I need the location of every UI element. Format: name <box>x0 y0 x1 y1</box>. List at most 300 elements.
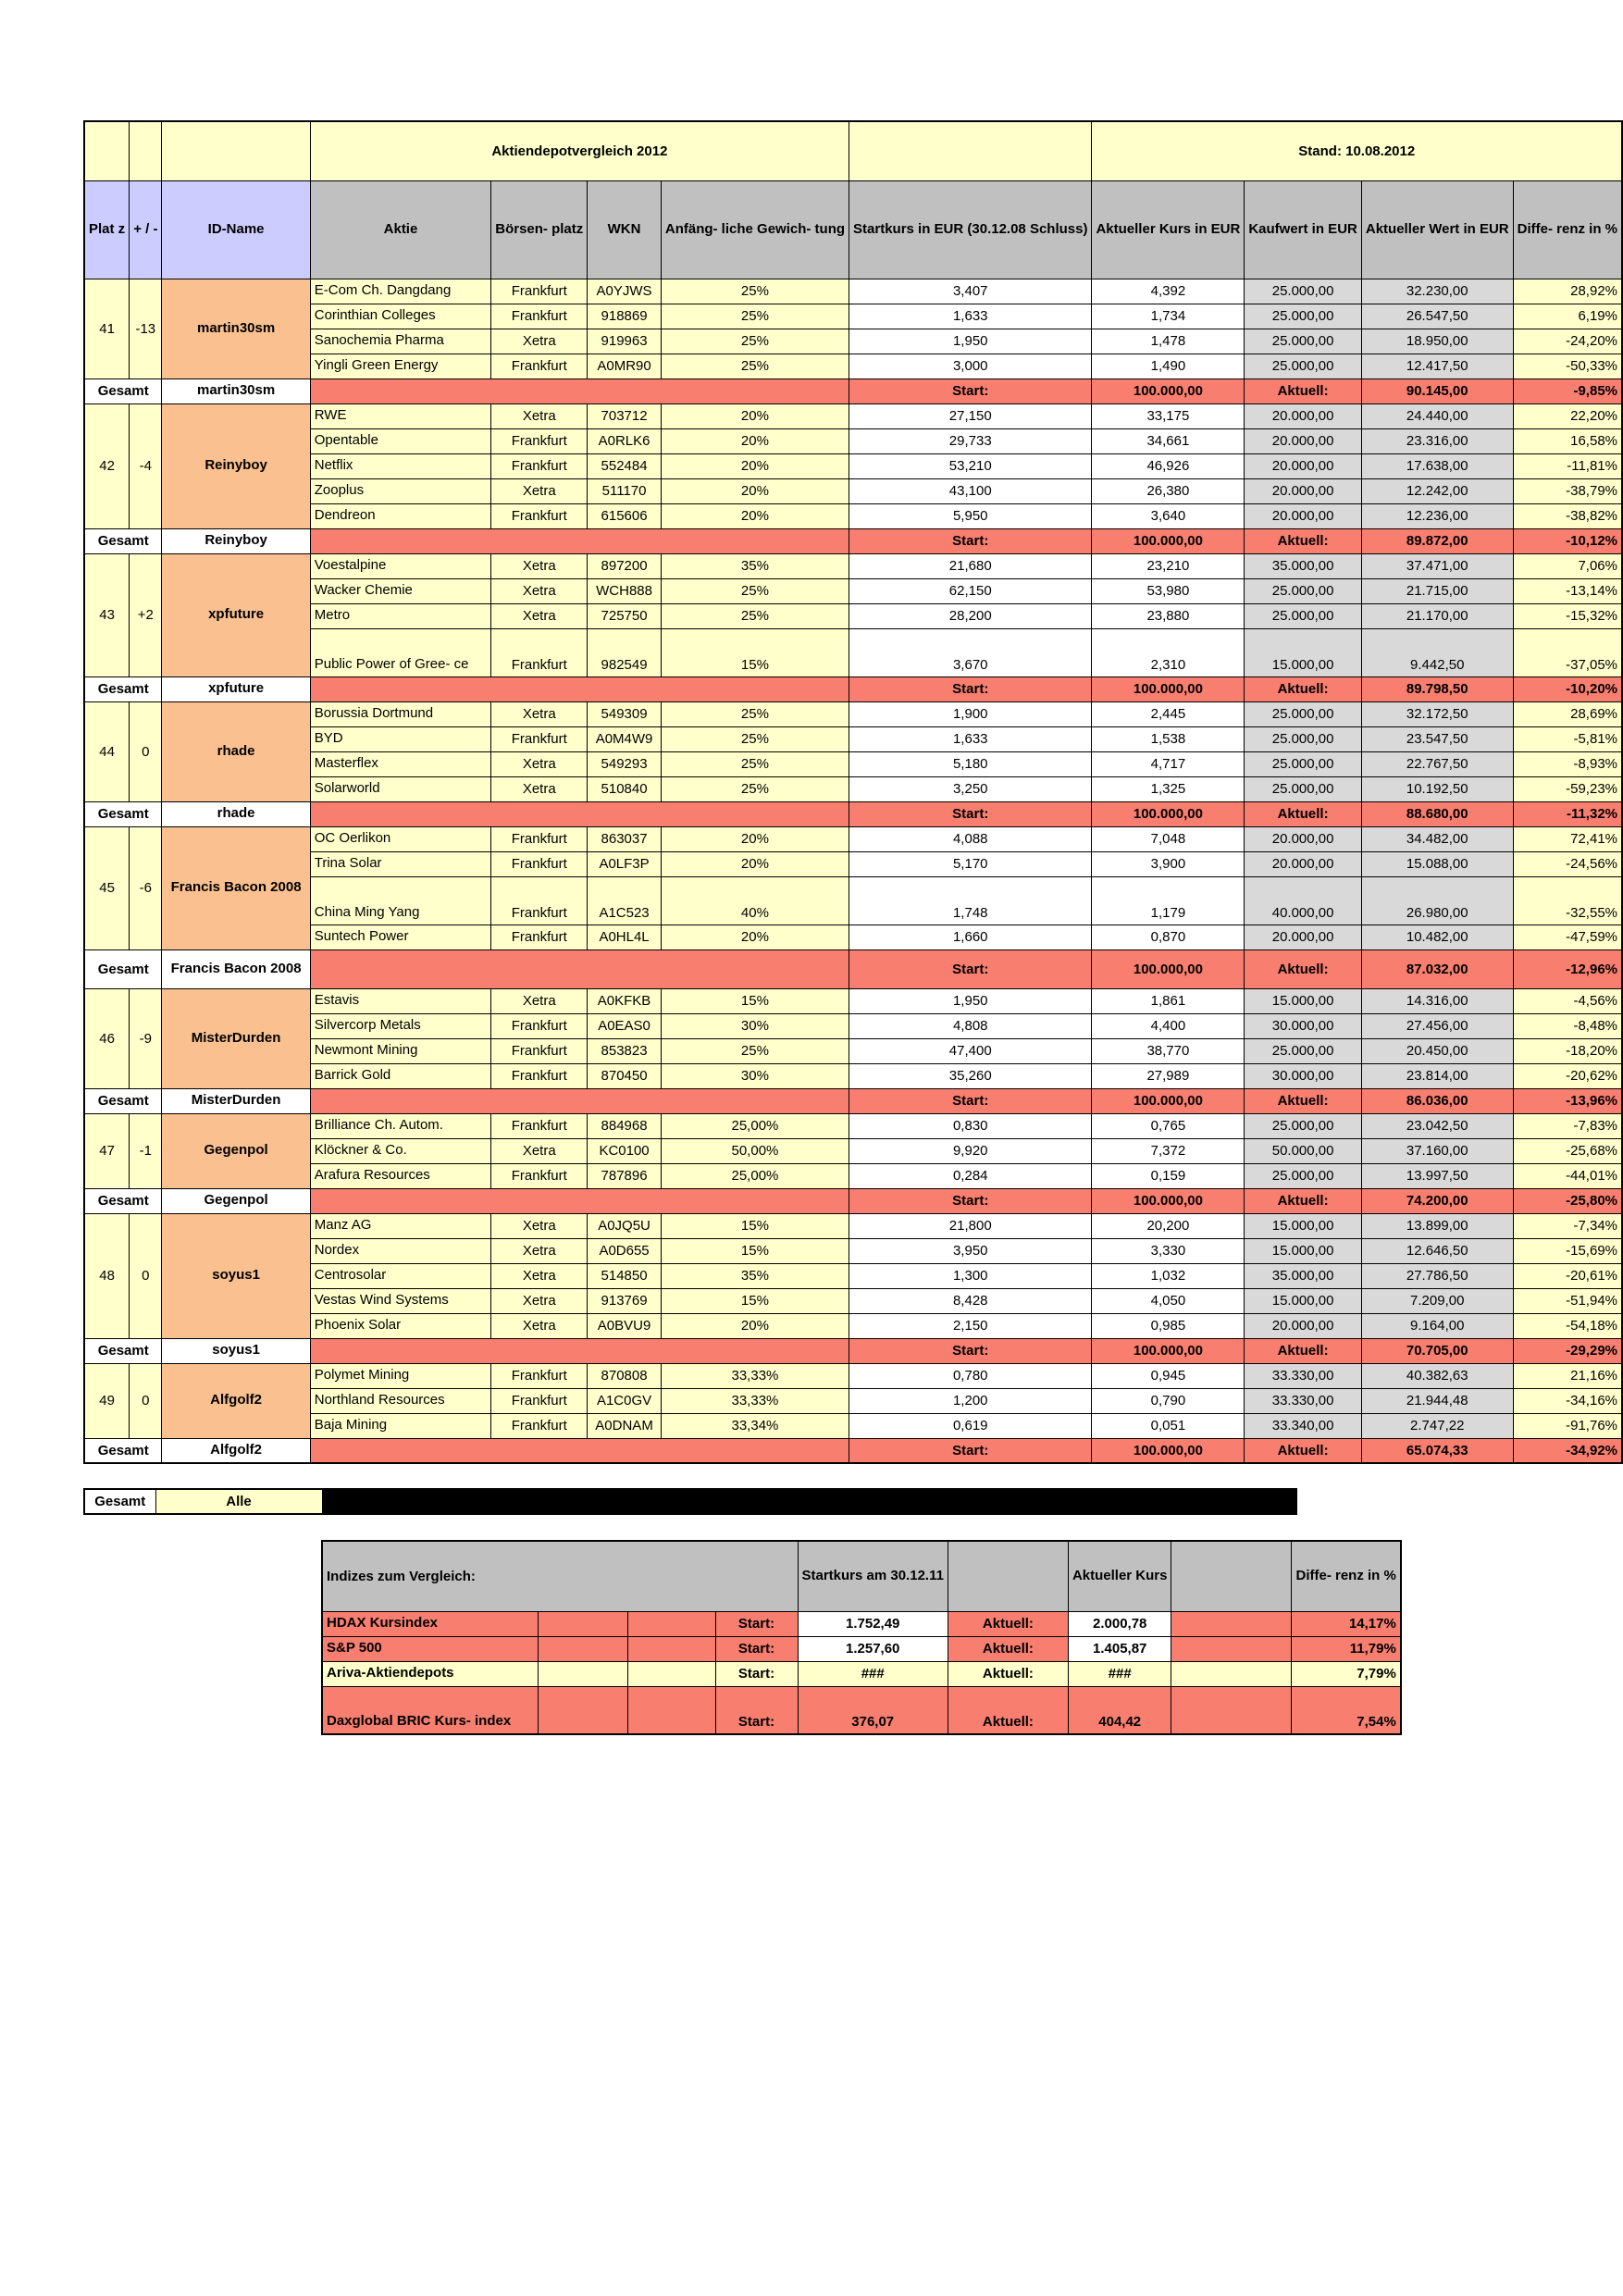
id-name-cell: martin30sm <box>162 279 310 379</box>
kaufwert-cell: 15.000,00 <box>1245 1238 1362 1263</box>
boersenplatz-cell: Xetra <box>491 1313 588 1338</box>
stock-row <box>84 1238 1622 1263</box>
aktie-cell: OC Oerlikon <box>310 826 491 851</box>
stock-row <box>84 1063 1622 1088</box>
startkurs-cell: 8,428 <box>849 1288 1092 1313</box>
gesamt-aktuell-label: Aktuell: <box>1245 801 1362 826</box>
gesamt-aktuell-label: Aktuell: <box>1245 379 1362 403</box>
kurs-cell: 2,445 <box>1092 701 1245 726</box>
index-diff-value: 11,79% <box>1292 1636 1401 1661</box>
stock-row <box>84 553 1622 578</box>
gesamt-label-cell: Gesamt <box>84 1188 162 1213</box>
kaufwert-cell: 33.330,00 <box>1245 1363 1362 1388</box>
gesamt-aktuell-value: 74.200,00 <box>1361 1188 1513 1213</box>
kaufwert-cell: 25.000,00 <box>1245 304 1362 329</box>
header-row <box>84 180 1622 279</box>
startkurs-cell: 1,633 <box>849 726 1092 751</box>
boersenplatz-cell: Frankfurt <box>491 1038 588 1063</box>
kaufwert-cell: 15.000,00 <box>1245 1288 1362 1313</box>
stock-row <box>84 726 1622 751</box>
startkurs-cell: 35,260 <box>849 1063 1092 1088</box>
aktie-cell: Vestas Wind Systems <box>310 1288 491 1313</box>
col-header-kaufwert: Kaufwert in EUR <box>1245 180 1362 279</box>
index-aktuell-label: Aktuell: <box>948 1686 1068 1734</box>
diff-cell: 16,58% <box>1513 428 1622 453</box>
index-spacer-cell <box>538 1611 627 1636</box>
gesamt-diff-value: -9,85% <box>1513 379 1622 403</box>
aktie-cell: Newmont Mining <box>310 1038 491 1063</box>
boersenplatz-cell: Frankfurt <box>491 453 588 478</box>
boersenplatz-cell: Frankfurt <box>491 628 588 676</box>
diff-cell: -44,01% <box>1513 1163 1622 1188</box>
diff-cell: 22,20% <box>1513 403 1622 428</box>
index-spacer-cell <box>538 1636 627 1661</box>
startkurs-cell: 62,150 <box>849 578 1092 603</box>
wkn-cell: 703712 <box>588 403 662 428</box>
kaufwert-cell: 20.000,00 <box>1245 851 1362 876</box>
kaufwert-cell: 15.000,00 <box>1245 1213 1362 1238</box>
boersenplatz-cell: Xetra <box>491 1238 588 1263</box>
kaufwert-cell: 25.000,00 <box>1245 354 1362 379</box>
kaufwert-cell: 25.000,00 <box>1245 726 1362 751</box>
index-name-cell: S&P 500 <box>322 1636 538 1661</box>
index-aktuell-label: Aktuell: <box>948 1661 1068 1686</box>
wkn-cell: A0LF3P <box>588 851 662 876</box>
aktie-cell: Metro <box>310 603 491 628</box>
boersenplatz-cell: Xetra <box>491 603 588 628</box>
startkurs-cell: 29,733 <box>849 428 1092 453</box>
diff-cell: -51,94% <box>1513 1288 1622 1313</box>
diff-cell: -13,14% <box>1513 578 1622 603</box>
index-spacer-cell <box>627 1686 715 1734</box>
index-aktuell-value: 404,42 <box>1068 1686 1171 1734</box>
aktie-cell: E-Com Ch. Dangdang <box>310 279 491 304</box>
gesamt-row <box>84 1338 1622 1363</box>
diff-cell: -32,55% <box>1513 876 1622 925</box>
gesamt-aktuell-label: Aktuell: <box>1245 1338 1362 1363</box>
kurs-cell: 0,159 <box>1092 1163 1245 1188</box>
diff-cell: -20,62% <box>1513 1063 1622 1088</box>
aktie-cell: Yingli Green Energy <box>310 354 491 379</box>
gesamt-spacer-cell <box>310 676 849 701</box>
index-name-cell: Daxglobal BRIC Kurs- index <box>322 1686 538 1734</box>
gesamt-diff-value: -13,96% <box>1513 1088 1622 1113</box>
kaufwert-cell: 30.000,00 <box>1245 1063 1362 1088</box>
index-aktuell-label: Aktuell: <box>948 1636 1068 1661</box>
kurs-cell: 3,900 <box>1092 851 1245 876</box>
stock-row <box>84 428 1622 453</box>
stock-row <box>84 1363 1622 1388</box>
platz-cell: 43 <box>84 553 130 676</box>
gewichtung-cell: 30% <box>661 1063 849 1088</box>
startkurs-cell: 4,808 <box>849 1013 1092 1038</box>
wkn-cell: A0BVU9 <box>588 1313 662 1338</box>
wert-cell: 34.482,00 <box>1361 826 1513 851</box>
gesamt-aktuell-value: 88.680,00 <box>1361 801 1513 826</box>
index-row <box>322 1636 1401 1661</box>
plusminus-cell: -4 <box>130 403 162 528</box>
gesamt-alle-aktuell-value: 5.281.275,79 <box>1096 1489 1216 1514</box>
startkurs-cell: 2,150 <box>849 1313 1092 1338</box>
kurs-cell: 1,538 <box>1092 726 1245 751</box>
title-spacer-cell <box>849 121 1092 180</box>
gesamt-label-cell: Gesamt <box>84 676 162 701</box>
gesamt-spacer-cell <box>310 1188 849 1213</box>
wert-cell: 21.944,48 <box>1361 1388 1513 1413</box>
gesamt-start-label: Start: <box>849 1438 1092 1463</box>
wert-cell: 40.382,63 <box>1361 1363 1513 1388</box>
gesamt-aktuell-value: 89.872,00 <box>1361 528 1513 553</box>
kurs-cell: 20,200 <box>1092 1213 1245 1238</box>
wkn-cell: A0DNAM <box>588 1413 662 1438</box>
plusminus-cell: 0 <box>130 701 162 801</box>
wkn-cell: 918869 <box>588 304 662 329</box>
index-spacer-cell <box>538 1661 627 1686</box>
gesamt-label-cell: Gesamt <box>84 528 162 553</box>
gewichtung-cell: 20% <box>661 826 849 851</box>
gesamt-start-label: Start: <box>849 676 1092 701</box>
plusminus-cell: -9 <box>130 988 162 1088</box>
wert-cell: 23.316,00 <box>1361 428 1513 453</box>
index-spacer-cell <box>1171 1636 1292 1661</box>
id-name-cell: rhade <box>162 701 310 801</box>
id-name-cell: Francis Bacon 2008 <box>162 826 310 949</box>
aktie-cell: Centrosolar <box>310 1263 491 1288</box>
gesamt-alle-start-value: 4.900.000,00 <box>887 1489 1008 1514</box>
wkn-cell: 884968 <box>588 1113 662 1138</box>
startkurs-cell: 3,670 <box>849 628 1092 676</box>
gesamt-label-cell: Gesamt <box>84 1438 162 1463</box>
gesamt-aktuell-label: Aktuell: <box>1245 1088 1362 1113</box>
gesamt-alle-row <box>84 1489 1296 1514</box>
gesamt-start-value: 100.000,00 <box>1092 1188 1245 1213</box>
stock-row <box>84 876 1622 925</box>
gesamt-id-cell: MisterDurden <box>162 1088 310 1113</box>
gesamt-id-cell: Reinyboy <box>162 528 310 553</box>
diff-cell: 6,19% <box>1513 304 1622 329</box>
wkn-cell: A0HL4L <box>588 925 662 949</box>
kaufwert-cell: 30.000,00 <box>1245 1013 1362 1038</box>
wert-cell: 10.192,50 <box>1361 776 1513 801</box>
wert-cell: 37.160,00 <box>1361 1138 1513 1163</box>
gesamt-aktuell-value: 65.074,33 <box>1361 1438 1513 1463</box>
wkn-cell: KC0100 <box>588 1138 662 1163</box>
gewichtung-cell: 25% <box>661 578 849 603</box>
wkn-cell: 725750 <box>588 603 662 628</box>
stock-row <box>84 701 1622 726</box>
boersenplatz-cell: Xetra <box>491 1263 588 1288</box>
gewichtung-cell: 15% <box>661 1213 849 1238</box>
boersenplatz-cell: Frankfurt <box>491 1413 588 1438</box>
stock-row <box>84 578 1622 603</box>
boersenplatz-cell: Frankfurt <box>491 1363 588 1388</box>
gesamt-id-cell: rhade <box>162 801 310 826</box>
kurs-cell: 7,372 <box>1092 1138 1245 1163</box>
startkurs-cell: 21,800 <box>849 1213 1092 1238</box>
stock-row <box>84 1263 1622 1288</box>
aktie-cell: Corinthian Colleges <box>310 304 491 329</box>
wkn-cell: A0RLK6 <box>588 428 662 453</box>
title-spacer-cell <box>162 121 310 180</box>
gesamt-start-value: 100.000,00 <box>1092 676 1245 701</box>
indizes-header-spacer <box>1171 1541 1292 1611</box>
startkurs-cell: 0,780 <box>849 1363 1092 1388</box>
diff-cell: -91,76% <box>1513 1413 1622 1438</box>
gesamt-start-label: Start: <box>849 1338 1092 1363</box>
stock-row <box>84 1388 1622 1413</box>
gesamt-label-cell: Gesamt <box>84 949 162 988</box>
wert-cell: 20.450,00 <box>1361 1038 1513 1063</box>
wkn-cell: A0M4W9 <box>588 726 662 751</box>
kaufwert-cell: 25.000,00 <box>1245 279 1362 304</box>
wkn-cell: 982549 <box>588 628 662 676</box>
col-header-diff: Diffe- renz in % <box>1513 180 1622 279</box>
stock-row <box>84 925 1622 949</box>
diff-cell: -54,18% <box>1513 1313 1622 1338</box>
startkurs-cell: 3,000 <box>849 354 1092 379</box>
wert-cell: 24.440,00 <box>1361 403 1513 428</box>
diff-cell: -20,61% <box>1513 1263 1622 1288</box>
diff-cell: -25,68% <box>1513 1138 1622 1163</box>
gesamt-aktuell-value: 90.145,00 <box>1361 379 1513 403</box>
stock-row <box>84 751 1622 776</box>
kurs-cell: 46,926 <box>1092 453 1245 478</box>
stock-row <box>84 1288 1622 1313</box>
diff-cell: -8,48% <box>1513 1013 1622 1038</box>
wkn-cell: A0JQ5U <box>588 1213 662 1238</box>
kurs-cell: 1,734 <box>1092 304 1245 329</box>
platz-cell: 49 <box>84 1363 130 1438</box>
gesamt-diff-value: -34,92% <box>1513 1438 1622 1463</box>
wert-cell: 13.899,00 <box>1361 1213 1513 1238</box>
wkn-cell: 549293 <box>588 751 662 776</box>
aktie-cell: Baja Mining <box>310 1413 491 1438</box>
indizes-section <box>321 1540 1623 1735</box>
gesamt-start-label: Start: <box>849 949 1092 988</box>
indizes-header-spacer <box>948 1541 1068 1611</box>
startkurs-cell: 0,619 <box>849 1413 1092 1438</box>
kaufwert-cell: 25.000,00 <box>1245 1113 1362 1138</box>
boersenplatz-cell: Xetra <box>491 701 588 726</box>
gewichtung-cell: 20% <box>661 403 849 428</box>
wkn-cell: 870450 <box>588 1063 662 1088</box>
gewichtung-cell: 35% <box>661 553 849 578</box>
diff-cell: -38,79% <box>1513 478 1622 503</box>
gewichtung-cell: 33,33% <box>661 1388 849 1413</box>
col-header-wkn: WKN <box>588 180 662 279</box>
kurs-cell: 0,945 <box>1092 1363 1245 1388</box>
col-header-gewichtung: Anfäng- liche Gewich- tung <box>661 180 849 279</box>
kurs-cell: 33,175 <box>1092 403 1245 428</box>
aktie-cell: Sanochemia Pharma <box>310 329 491 354</box>
boersenplatz-cell: Xetra <box>491 988 588 1013</box>
gesamt-alle-diff-value: 7,79% <box>1216 1489 1296 1514</box>
wkn-cell: 549309 <box>588 701 662 726</box>
stock-row <box>84 279 1622 304</box>
plusminus-cell: 0 <box>130 1213 162 1338</box>
diff-cell: -4,56% <box>1513 988 1622 1013</box>
boersenplatz-cell: Frankfurt <box>491 925 588 949</box>
wert-cell: 18.950,00 <box>1361 329 1513 354</box>
startkurs-cell: 53,210 <box>849 453 1092 478</box>
gesamt-id-cell: Francis Bacon 2008 <box>162 949 310 988</box>
gesamt-diff-value: -25,80% <box>1513 1188 1622 1213</box>
gesamt-diff-value: -29,29% <box>1513 1338 1622 1363</box>
stock-row <box>84 988 1622 1013</box>
aktie-cell: Masterflex <box>310 751 491 776</box>
kaufwert-cell: 15.000,00 <box>1245 988 1362 1013</box>
diff-cell: -5,81% <box>1513 726 1622 751</box>
gesamt-spacer-cell <box>310 1088 849 1113</box>
gesamt-start-label: Start: <box>849 1188 1092 1213</box>
stock-row <box>84 329 1622 354</box>
boersenplatz-cell: Xetra <box>491 578 588 603</box>
kurs-cell: 34,661 <box>1092 428 1245 453</box>
startkurs-cell: 27,150 <box>849 403 1092 428</box>
kaufwert-cell: 25.000,00 <box>1245 329 1362 354</box>
stock-row <box>84 1413 1622 1438</box>
boersenplatz-cell: Frankfurt <box>491 726 588 751</box>
gewichtung-cell: 20% <box>661 503 849 528</box>
aktie-cell: Phoenix Solar <box>310 1313 491 1338</box>
diff-cell: -7,83% <box>1513 1113 1622 1138</box>
gesamt-id-cell: soyus1 <box>162 1338 310 1363</box>
kaufwert-cell: 20.000,00 <box>1245 403 1362 428</box>
col-header-boersenplatz: Börsen- platz <box>491 180 588 279</box>
indizes-header-row <box>322 1541 1401 1611</box>
aktie-cell: RWE <box>310 403 491 428</box>
aktie-cell: Estavis <box>310 988 491 1013</box>
stock-row <box>84 851 1622 876</box>
gesamt-start-value: 100.000,00 <box>1092 1438 1245 1463</box>
col-header-startkurs: Startkurs in EUR (30.12.08 Schluss) <box>849 180 1092 279</box>
startkurs-cell: 1,950 <box>849 329 1092 354</box>
aktie-cell: Suntech Power <box>310 925 491 949</box>
stock-row <box>84 628 1622 676</box>
platz-cell: 44 <box>84 701 130 801</box>
diff-cell: -37,05% <box>1513 628 1622 676</box>
report-title: Aktiendepotvergleich 2012 <box>310 121 849 180</box>
kaufwert-cell: 25.000,00 <box>1245 751 1362 776</box>
aktie-cell: Solarworld <box>310 776 491 801</box>
boersenplatz-cell: Frankfurt <box>491 1013 588 1038</box>
plusminus-cell: -13 <box>130 279 162 379</box>
index-diff-value: 7,79% <box>1292 1661 1401 1686</box>
kurs-cell: 1,861 <box>1092 988 1245 1013</box>
index-spacer-cell <box>627 1661 715 1686</box>
gesamt-alle-id: Alle <box>155 1489 322 1514</box>
boersenplatz-cell: Frankfurt <box>491 503 588 528</box>
gewichtung-cell: 25% <box>661 1038 849 1063</box>
diff-cell: -38,82% <box>1513 503 1622 528</box>
indizes-title: Indizes zum Vergleich: <box>322 1541 798 1611</box>
kurs-cell: 26,380 <box>1092 478 1245 503</box>
gewichtung-cell: 30% <box>661 1013 849 1038</box>
gesamt-diff-value: -12,96% <box>1513 949 1622 988</box>
kurs-cell: 0,790 <box>1092 1388 1245 1413</box>
startkurs-cell: 3,250 <box>849 776 1092 801</box>
gesamt-row <box>84 949 1622 988</box>
gesamt-aktuell-value: 87.032,00 <box>1361 949 1513 988</box>
id-name-cell: Alfgolf2 <box>162 1363 310 1438</box>
aktie-cell: Barrick Gold <box>310 1063 491 1088</box>
gesamt-row <box>84 801 1622 826</box>
col-header-idname: ID-Name <box>162 180 310 279</box>
gesamt-spacer-cell <box>310 801 849 826</box>
gewichtung-cell: 25% <box>661 279 849 304</box>
wert-cell: 21.715,00 <box>1361 578 1513 603</box>
col-header-plusminus: + / - <box>130 180 162 279</box>
id-name-cell: soyus1 <box>162 1213 310 1338</box>
title-spacer-cell <box>130 121 162 180</box>
kaufwert-cell: 20.000,00 <box>1245 453 1362 478</box>
title-spacer-cell <box>84 121 130 180</box>
kurs-cell: 1,179 <box>1092 876 1245 925</box>
diff-cell: 28,92% <box>1513 279 1622 304</box>
boersenplatz-cell: Xetra <box>491 403 588 428</box>
aktie-cell: Opentable <box>310 428 491 453</box>
diff-cell: -59,23% <box>1513 776 1622 801</box>
kaufwert-cell: 20.000,00 <box>1245 428 1362 453</box>
startkurs-cell: 47,400 <box>849 1038 1092 1063</box>
diff-cell: 72,41% <box>1513 826 1622 851</box>
gewichtung-cell: 20% <box>661 851 849 876</box>
platz-cell: 48 <box>84 1213 130 1338</box>
kurs-cell: 4,400 <box>1092 1013 1245 1038</box>
gesamt-start-label: Start: <box>849 528 1092 553</box>
diff-cell: 21,16% <box>1513 1363 1622 1388</box>
wert-cell: 12.417,50 <box>1361 354 1513 379</box>
gesamt-spacer-cell <box>310 1438 849 1463</box>
stock-row <box>84 1213 1622 1238</box>
stock-row <box>84 403 1622 428</box>
gesamt-row <box>84 379 1622 403</box>
aktie-cell: Public Power of Gree- ce <box>310 628 491 676</box>
startkurs-cell: 5,950 <box>849 503 1092 528</box>
diff-cell: -15,32% <box>1513 603 1622 628</box>
wkn-cell: A1C0GV <box>588 1388 662 1413</box>
kaufwert-cell: 25.000,00 <box>1245 1163 1362 1188</box>
wert-cell: 37.471,00 <box>1361 553 1513 578</box>
gewichtung-cell: 25% <box>661 726 849 751</box>
gesamt-id-cell: martin30sm <box>162 379 310 403</box>
stock-row <box>84 1313 1622 1338</box>
index-name-cell: HDAX Kursindex <box>322 1611 538 1636</box>
gewichtung-cell: 40% <box>661 876 849 925</box>
wert-cell: 14.316,00 <box>1361 988 1513 1013</box>
wert-cell: 12.242,00 <box>1361 478 1513 503</box>
aktie-cell: Brilliance Ch. Autom. <box>310 1113 491 1138</box>
kurs-cell: 1,325 <box>1092 776 1245 801</box>
wert-cell: 12.236,00 <box>1361 503 1513 528</box>
col-header-wert: Aktueller Wert in EUR <box>1361 180 1513 279</box>
kaufwert-cell: 35.000,00 <box>1245 1263 1362 1288</box>
wkn-cell: 870808 <box>588 1363 662 1388</box>
index-spacer-cell <box>1171 1661 1292 1686</box>
index-diff-value: 14,17% <box>1292 1611 1401 1636</box>
gewichtung-cell: 33,33% <box>661 1363 849 1388</box>
index-row <box>322 1661 1401 1686</box>
stock-row <box>84 776 1622 801</box>
startkurs-cell: 5,180 <box>849 751 1092 776</box>
boersenplatz-cell: Frankfurt <box>491 428 588 453</box>
aktie-cell: Netflix <box>310 453 491 478</box>
platz-cell: 41 <box>84 279 130 379</box>
wert-cell: 26.980,00 <box>1361 876 1513 925</box>
wert-cell: 32.230,00 <box>1361 279 1513 304</box>
kaufwert-cell: 33.330,00 <box>1245 1388 1362 1413</box>
index-start-value: 1.752,49 <box>798 1611 948 1636</box>
